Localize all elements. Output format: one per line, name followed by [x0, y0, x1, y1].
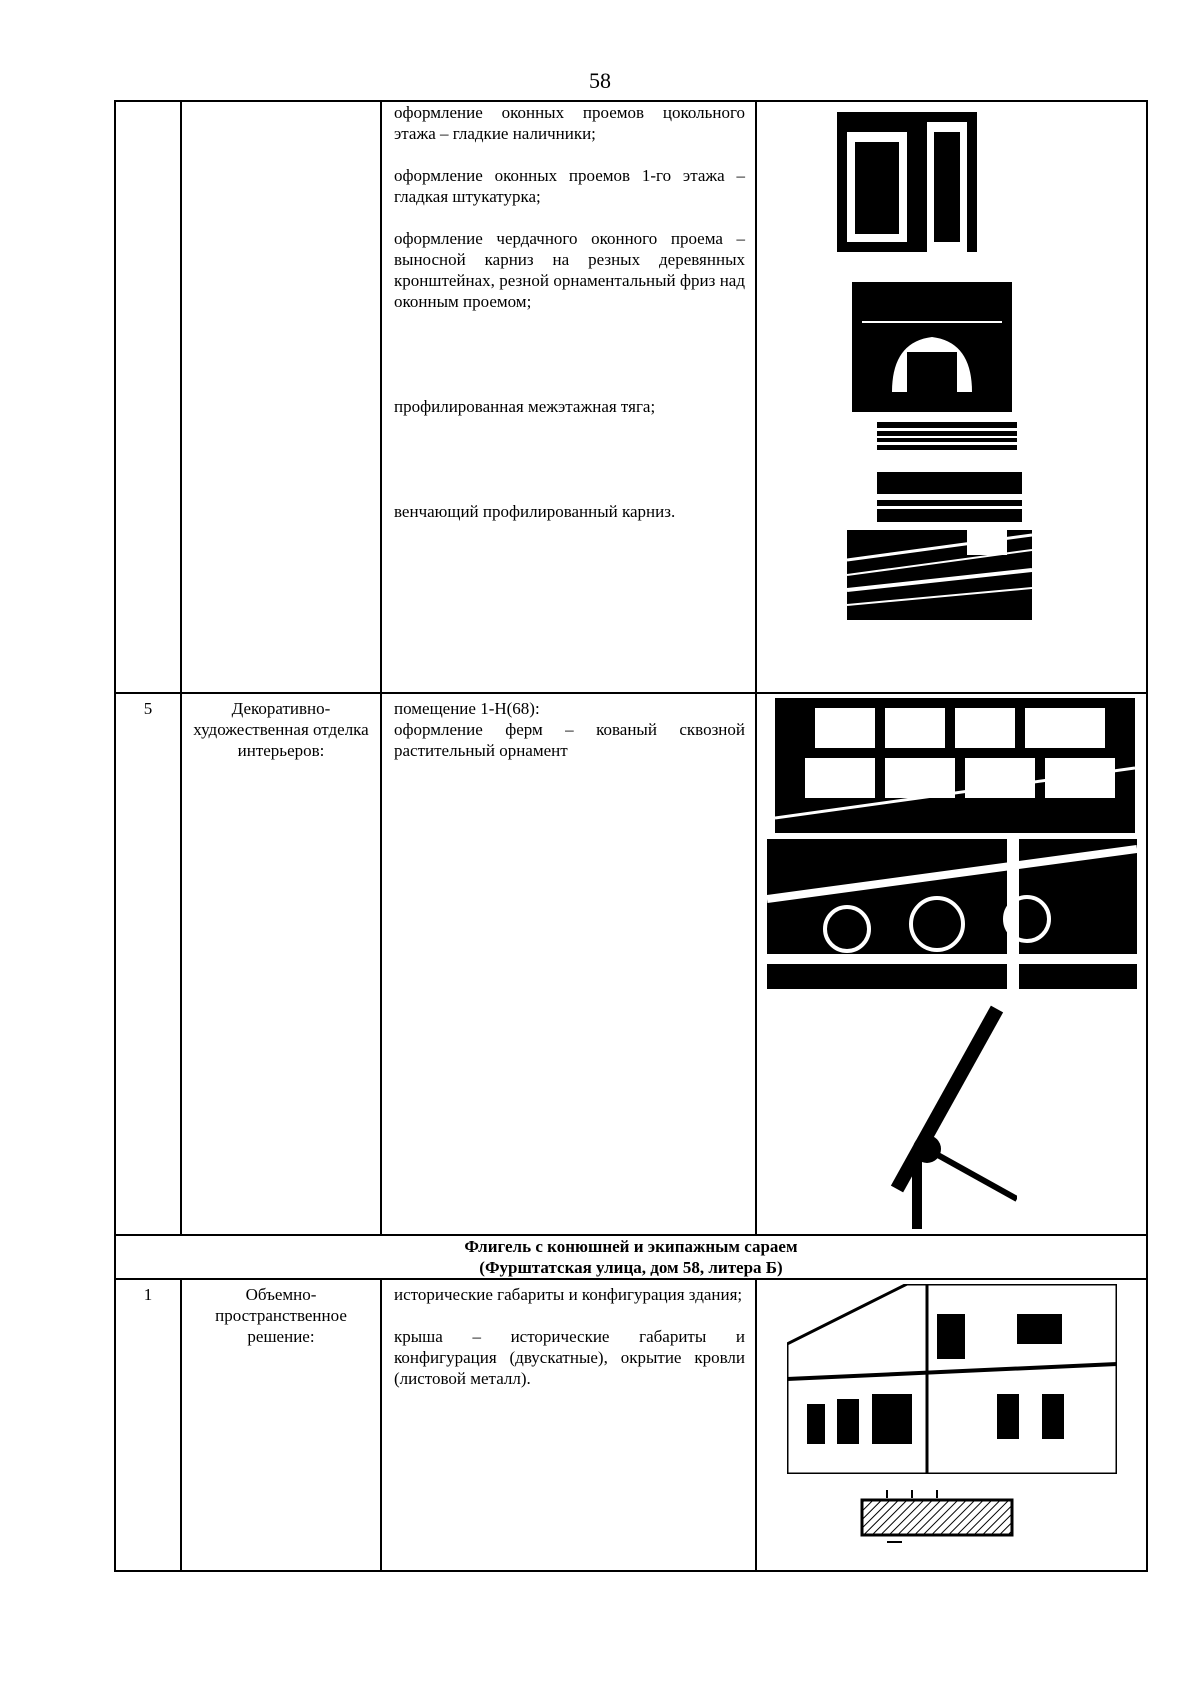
list-item: исторические габариты и конфигурация здания; [394, 1285, 743, 1304]
row-number: 1 [115, 1279, 181, 1571]
list-item: оформление оконных проемов цокольного этажа – гладкие наличники; [394, 103, 745, 143]
cornice-detail-photo [847, 530, 1032, 620]
window-surround-photo [837, 112, 977, 262]
photo-cell [756, 1279, 1147, 1571]
list-item: помещение 1-Н(68): [394, 699, 540, 718]
belt-course-photo [877, 422, 1017, 450]
truss-ornament-photo [767, 839, 1137, 989]
attic-window-photo [852, 282, 1012, 412]
feature-name: Объемно-пространственное решение: [181, 1279, 381, 1571]
list-item: крыша – исторические габариты и конфигурация (двускатные), окрытие кровли (листовой металл). [394, 1327, 745, 1388]
protected-features-table [114, 100, 1148, 1572]
table-row [115, 1279, 1147, 1571]
section-header [115, 1235, 1147, 1279]
photo-cell [756, 693, 1147, 1235]
feature-name: Декоративно-художественная отделка интерьеров: [181, 693, 381, 1235]
feature-description [381, 101, 756, 693]
cornice-photo [877, 472, 1022, 522]
table-row [115, 101, 1147, 693]
list-item: венчающий профилированный карниз. [394, 502, 676, 521]
section-address: (Фурштатская улица, дом 58, литера Б) [479, 1258, 783, 1277]
list-item: оформление чердачного оконного проема – выносной карниз на резных деревянных кронштейнах, резной орнаментальный фриз над оконным проемом; [394, 229, 745, 311]
feature-description [381, 1279, 756, 1571]
list-item: профилированная межэтажная тяга; [394, 397, 656, 416]
page-number: 58 [589, 68, 611, 93]
list-item: оформление ферм – кованый сквозной растительный орнамент [394, 720, 745, 760]
list-item: оформление оконных проемов 1-го этажа – гладкая штукатурка; [394, 166, 745, 206]
roof-plan-diagram [857, 1490, 1022, 1545]
building-facade-photo [787, 1284, 1117, 1474]
table-row [115, 693, 1147, 1235]
feature-name [181, 101, 381, 693]
feature-description [381, 693, 756, 1235]
section-header-row [115, 1235, 1147, 1279]
row-number: 5 [115, 693, 181, 1235]
photo-cell [756, 101, 1147, 693]
row-number [115, 101, 181, 693]
truss-bracket-photo [887, 999, 1017, 1229]
truss-ceiling-photo [775, 698, 1135, 833]
section-title: Флигель с конюшней и экипажным сараем [464, 1237, 798, 1256]
